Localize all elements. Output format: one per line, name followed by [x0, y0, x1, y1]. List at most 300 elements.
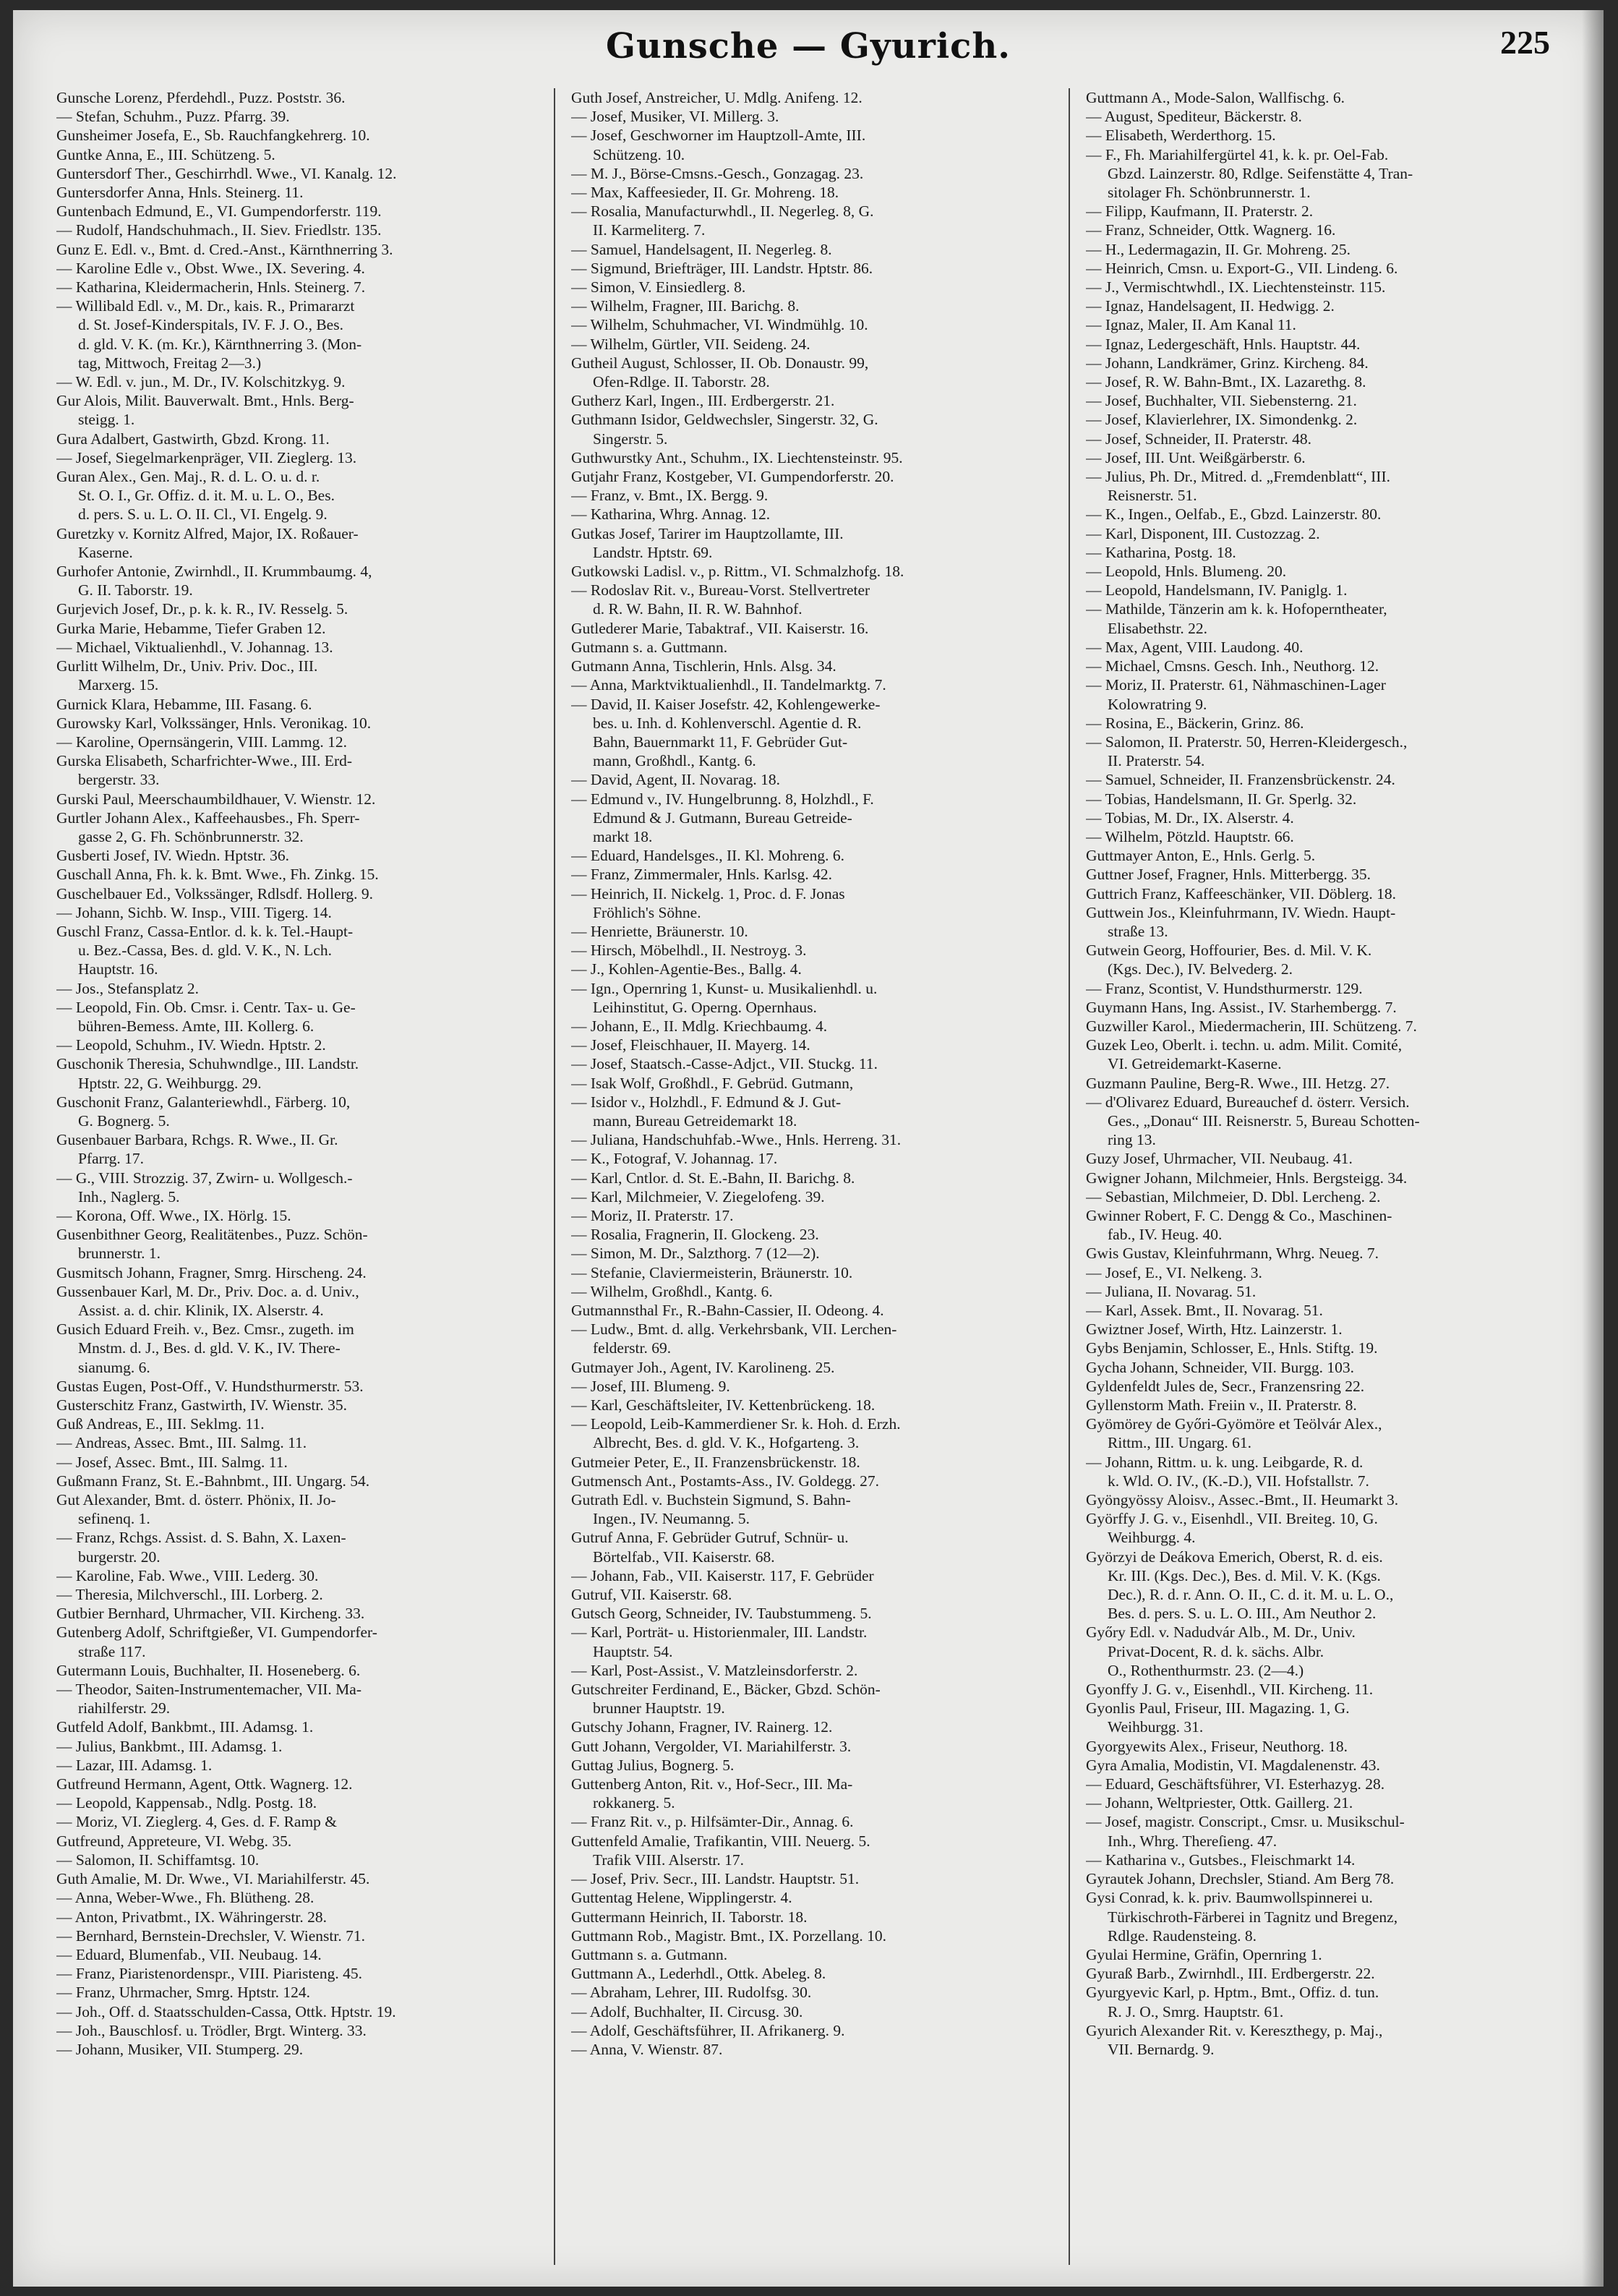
directory-entry-line: rokkanerg. 5. — [593, 1794, 675, 1812]
directory-entry-line: Gyllenstorm Math. Freiin v., II. Praterstr. 8. — [1086, 1396, 1357, 1414]
directory-entry-line: Gutkowski Ladisl. v., p. Rittm., VI. Schmalzhofg. 18. — [571, 563, 904, 581]
directory-columns — [56, 88, 1582, 2265]
directory-entry-line: Gutmayer Joh., Agent, IV. Karolineng. 25. — [571, 1358, 835, 1376]
directory-entry-line: Guschonit Franz, Galanteriewhdl., Färberg. 10, — [56, 1093, 351, 1111]
directory-entry-line: Gyonffy J. G. v., Eisenhdl., VII. Kircheng. 11. — [1086, 1681, 1374, 1699]
directory-entry-line: Guschl Franz, Cassa-Entlor. d. k. k. Tel.-Haupt- — [56, 922, 354, 940]
directory-entry-line: brunnerstr. 1. — [78, 1245, 161, 1263]
directory-entry-line: felderstr. 69. — [593, 1339, 672, 1357]
directory-entry-line: Guttmann A., Mode-Salon, Wallfischg. 6. — [1086, 89, 1345, 106]
directory-entry-line: Gutmeier Peter, E., II. Franzensbrückenstr. 18. — [571, 1453, 860, 1471]
directory-entry-line: Gutjahr Franz, Kostgeber, VI. Gumpendorferstr. 20. — [571, 468, 894, 486]
directory-entry-line: Gutsch Georg, Schneider, IV. Taubstummeng. 5. — [571, 1605, 872, 1623]
directory-entry-line: Mnstm. d. J., Bes. d. gld. V. K., IV. There- — [78, 1339, 341, 1357]
directory-entry-line: Guthmann Isidor, Geldwechsler, Singerstr. 32, G. — [571, 411, 878, 429]
directory-entry-line: Reisnerstr. 51. — [1108, 487, 1197, 505]
directory-entry-line: sitolager Fh. Schönbrunnerstr. 1. — [1108, 184, 1311, 202]
directory-entry-line: Gbzd. Lainzerstr. 80, Rdlge. Seifenstätte 4, Tran- — [1108, 164, 1413, 182]
page-header — [13, 23, 1604, 74]
directory-entry-line: Gunz E. Edl. v., Bmt. d. Cred.-Anst., Kärnthnerring 3. — [56, 240, 393, 258]
directory-entry-line: — Eduard, Blumenfab., VII. Neubaug. 14. — [56, 1945, 322, 1963]
directory-entry-line: Singerstr. 5. — [593, 430, 668, 448]
directory-entry-line: Rittm., III. Ungarg. 61. — [1108, 1434, 1252, 1452]
directory-entry-line: Gusenbithner Georg, Realitätenbes., Puzz. Schön- — [56, 1226, 368, 1244]
directory-entry-line: Gurjevich Josef, Dr., p. k. k. R., IV. Resselg. 5. — [56, 600, 348, 618]
directory-entry-line: — Josef, Staatsch.-Casse-Adjct., VII. Stuckg. 11. — [571, 1055, 878, 1073]
directory-entry-line: — Simon, M. Dr., Salzthorg. 7 (12—2). — [571, 1245, 820, 1263]
directory-entry-line: — Ign., Opernring 1, Kunst- u. Musikalienhdl. u. — [571, 979, 878, 997]
directory-entry-line: gasse 2, G. Fh. Schönbrunnerstr. 32. — [78, 827, 304, 845]
directory-entry-line: — Josef, E., VI. Nelkeng. 3. — [1086, 1263, 1262, 1281]
directory-entry-line: Guttentag Helene, Wipplingerstr. 4. — [571, 1889, 792, 1907]
directory-entry-line: — Filipp, Kaufmann, II. Praterstr. 2. — [1086, 202, 1314, 221]
directory-entry-line: — Katharina, Postg. 18. — [1086, 543, 1236, 561]
directory-entry-line: Börtelfab., VII. Kaiserstr. 68. — [593, 1548, 775, 1566]
directory-entry-line: — Johann, Musiker, VII. Stumperg. 29. — [56, 2040, 304, 2058]
directory-entry-line: Ges., „Donau“ III. Reisnerstr. 5, Bureau Schotten- — [1108, 1111, 1420, 1130]
directory-entry-line: Marxerg. 15. — [78, 676, 159, 694]
directory-entry-line: — Mathilde, Tänzerin am k. k. Hofoperntheater, — [1086, 600, 1387, 618]
directory-entry-line: Gutmann s. a. Guttmann. — [571, 638, 728, 656]
directory-entry-line: riahilferstr. 29. — [78, 1699, 171, 1717]
directory-entry-line: Gutfeld Adolf, Bankbmt., III. Adamsg. 1. — [56, 1718, 314, 1736]
directory-entry-line: Guttrich Franz, Kaffeeschänker, VII. Döblerg. 18. — [1086, 884, 1397, 902]
directory-entry-line: — Edmund v., IV. Hungelbrunng. 8, Holzhdl., F. — [571, 790, 874, 808]
directory-entry-line: II. Praterstr. 54. — [1108, 752, 1205, 770]
directory-entry-line: — Josef, Klavierlehrer, IX. Simondenkg. 2. — [1086, 411, 1358, 429]
directory-entry-line: Landstr. Hptstr. 69. — [593, 543, 713, 561]
directory-entry-line: — Tobias, Handelsmann, II. Gr. Sperlg. 32. — [1086, 790, 1357, 808]
directory-entry-line: k. Wld. O. IV., (K.-D.), VII. Hofstallstr. 7. — [1108, 1472, 1369, 1490]
directory-entry-line: Gycha Johann, Schneider, VII. Burgg. 103. — [1086, 1358, 1354, 1376]
directory-entry-line: Gwigner Johann, Milchmeier, Hnls. Bergsteigg. 34. — [1086, 1169, 1408, 1187]
directory-entry-line: bühren-Bemess. Amte, III. Kollerg. 6. — [78, 1017, 314, 1035]
directory-entry-line: Gutmann Anna, Tischlerin, Hnls. Alsg. 34. — [571, 657, 836, 675]
directory-entry-line: — Max, Agent, VIII. Laudong. 40. — [1086, 638, 1304, 656]
directory-entry-line: — Ignaz, Handelsagent, II. Hedwigg. 2. — [1086, 297, 1335, 315]
directory-entry-line: Guntenbach Edmund, E., VI. Gumpendorferstr. 119. — [56, 202, 382, 221]
directory-entry-line: — Karl, Cntlor. d. St. E.-Bahn, II. Barichg. 8. — [571, 1169, 855, 1187]
directory-entry-line: Györffy J. G. v., Eisenhdl., VII. Breiteg. 10, G. — [1086, 1510, 1378, 1528]
directory-entry-line: — Rosina, E., Bäckerin, Grinz. 86. — [1086, 714, 1304, 732]
directory-entry-line: Guttmann Rob., Magistr. Bmt., IX. Porzellang. 10. — [571, 1926, 886, 1945]
directory-entry-line: VII. Bernardg. 9. — [1108, 2040, 1215, 2058]
directory-entry-line: — Joh., Off. d. Staatsschulden-Cassa, Ottk. Hptstr. 19. — [56, 2002, 396, 2020]
directory-entry-line: — Josef, Musiker, VI. Millerg. 3. — [571, 108, 779, 126]
directory-entry-line: ring 13. — [1108, 1131, 1156, 1149]
directory-entry-line: — Moriz, VI. Zieglerg. 4, Ges. d. F. Ramp & — [56, 1813, 338, 1831]
directory-entry-line: mann, Bureau Getreidemarkt 18. — [593, 1111, 797, 1130]
directory-entry-line: St. O. I., Gr. Offiz. d. it. M. u. L. O., Bes. — [78, 487, 335, 505]
directory-entry-line: — Leopold, Leib-Kammerdiener Sr. k. Hoh. d. Erzh. — [571, 1415, 901, 1433]
directory-entry-line: — Franz, Zimmermaler, Hnls. Karlsg. 42. — [571, 866, 832, 884]
page-number: 225 — [1500, 24, 1550, 61]
directory-entry-line: Gutbier Bernhard, Uhrmacher, VII. Kircheng. 33. — [56, 1605, 365, 1623]
directory-entry-line: — Moriz, II. Praterstr. 61, Nähmaschinen-Lager — [1086, 676, 1386, 694]
directory-entry-line: Gyuraß Barb., Zwirnhdl., III. Erdbergerstr. 22. — [1086, 1965, 1375, 1983]
directory-entry-line: Gutschy Johann, Fragner, IV. Rainerg. 12. — [571, 1718, 833, 1736]
directory-entry-line: Kr. III. (Kgs. Dec.), Bes. d. Mil. V. K. (Kgs. — [1108, 1566, 1381, 1584]
directory-entry-line: Fröhlich's Söhne. — [593, 903, 701, 921]
directory-entry-line: burgerstr. 20. — [78, 1548, 160, 1566]
directory-entry-line: Gyorgyewits Alex., Friseur, Neuthorg. 18. — [1086, 1737, 1348, 1755]
directory-entry-line: Gwis Gustav, Kleinfuhrmann, Whrg. Neueg. 7. — [1086, 1245, 1379, 1263]
directory-entry-line: Gura Adalbert, Gastwirth, Gbzd. Krong. 11. — [56, 430, 330, 448]
directory-entry-line: — Wilhelm, Gürtler, VII. Seideng. 24. — [571, 335, 810, 353]
directory-entry-line: — Salomon, II. Schiffamtsg. 10. — [56, 1851, 260, 1869]
directory-entry-line: tag, Mittwoch, Freitag 2—3.) — [78, 354, 262, 372]
directory-entry-line: — Julius, Bankbmt., III. Adamsg. 1. — [56, 1737, 283, 1755]
directory-entry-line: Albrecht, Bes. d. gld. V. K., Hofgarteng. 3. — [593, 1434, 860, 1452]
directory-entry-line: — Johann, Rittm. u. k. ung. Leibgarde, R. d. — [1086, 1453, 1364, 1471]
directory-entry-line: — Katharina, Kleidermacherin, Hnls. Steinerg. 7. — [56, 278, 366, 296]
directory-entry-line: Gurska Elisabeth, Scharfrichter-Wwe., III. Erd- — [56, 752, 353, 770]
directory-entry-line: steigg. 1. — [78, 411, 135, 429]
directory-entry-line: — Anna, Marktviktualienhdl., II. Tandelmarktg. 7. — [571, 676, 886, 694]
directory-entry-line: — Tobias, M. Dr., IX. Alserstr. 4. — [1086, 808, 1294, 827]
directory-entry-line: — Michael, Viktualienhdl., V. Johannag. 13. — [56, 638, 333, 656]
directory-entry-line: — Leopold, Kappensab., Ndlg. Postg. 18. — [56, 1794, 317, 1812]
directory-entry-line: Gurowsky Karl, Volkssänger, Hnls. Veronikag. 10. — [56, 714, 372, 732]
directory-entry-line: Guretzky v. Kornitz Alfred, Major, IX. Roßauer- — [56, 524, 359, 542]
directory-entry-line: Gurnick Klara, Hebamme, III. Fasang. 6. — [56, 695, 312, 713]
directory-entry-line: — Karl, Disponent, III. Custozzag. 2. — [1086, 524, 1320, 542]
directory-entry-line: straße 117. — [78, 1642, 146, 1660]
directory-entry-line: — G., VIII. Strozzig. 37, Zwirn- u. Wollgesch.- — [56, 1169, 353, 1187]
directory-entry-line: — J., Kohlen-Agentie-Bes., Ballg. 4. — [571, 960, 802, 978]
directory-entry-line: — Anna, V. Wienstr. 87. — [571, 2040, 723, 2058]
directory-entry-line: Gußmann Franz, St. E.-Bahnbmt., III. Ungarg. 54. — [56, 1472, 370, 1490]
directory-entry-line: — Sigmund, Briefträger, III. Landstr. Hptstr. 86. — [571, 259, 873, 277]
directory-entry-line: markt 18. — [593, 827, 653, 845]
directory-entry-line: — Heinrich, Cmsn. u. Export-G., VII. Lindeng. 6. — [1086, 259, 1398, 277]
directory-entry-line: — Moriz, II. Praterstr. 17. — [571, 1206, 734, 1224]
directory-entry-line: Gunsheimer Josefa, E., Sb. Rauchfangkehrerg. 10. — [56, 127, 370, 145]
directory-entry-line: — Rudolf, Handschuhmach., II. Siev. Friedlstr. 135. — [56, 221, 382, 239]
directory-entry-line: fab., IV. Heug. 40. — [1108, 1226, 1223, 1244]
directory-entry-line: — Katharina, Whrg. Annag. 12. — [571, 505, 771, 524]
directory-entry-line: — Sebastian, Milchmeier, D. Dbl. Lercheng. 2. — [1086, 1187, 1381, 1205]
directory-entry-line: Gutt Johann, Vergolder, VI. Mariahilferstr. 3. — [571, 1737, 852, 1755]
directory-entry-line: Guzy Josef, Uhrmacher, VII. Neubaug. 41. — [1086, 1150, 1353, 1168]
directory-entry-line: — Adolf, Buchhalter, II. Circusg. 30. — [571, 2002, 803, 2020]
directory-entry-line: Gutmensch Ant., Postamts-Ass., IV. Goldegg. 27. — [571, 1472, 880, 1490]
directory-entry-line: Trafik VIII. Alserstr. 17. — [593, 1851, 745, 1869]
directory-entry-line: brunner Hauptstr. 19. — [593, 1699, 725, 1717]
directory-entry-line: — Josef, R. W. Bahn-Bmt., IX. Lazarethg. 8. — [1086, 373, 1366, 391]
directory-entry-line: (Kgs. Dec.), IV. Belvederg. 2. — [1108, 960, 1293, 978]
directory-entry-line: — Franz Rit. v., p. Hilfsämter-Dir., Annag. 6. — [571, 1813, 854, 1831]
directory-entry-line: d. St. Josef-Kinderspitals, IV. F. J. O., Bes. — [78, 316, 343, 334]
column-3 — [1086, 88, 1563, 2265]
directory-entry-line: — M. J., Börse-Cmsns.-Gesch., Gonzagag. 23. — [571, 164, 864, 182]
directory-entry-line: d. R. W. Bahn, II. R. W. Bahnhof. — [593, 600, 802, 618]
directory-entry-line: Inh., Whrg. Thereſieng. 47. — [1108, 1832, 1277, 1850]
directory-entry-line: — Leopold, Fin. Ob. Cmsr. i. Centr. Tax- u. Ge- — [56, 998, 356, 1016]
directory-entry-line: — Isak Wolf, Großhdl., F. Gebrüd. Gutmann, — [571, 1074, 854, 1092]
directory-entry-line: Gusich Eduard Freih. v., Bez. Cmsr., zugeth. im — [56, 1320, 354, 1339]
directory-entry-line: — Wilhelm, Fragner, III. Barichg. 8. — [571, 297, 800, 315]
directory-entry-line: — Franz, Uhrmacher, Smrg. Hptstr. 124. — [56, 1984, 311, 2002]
directory-entry-line: — Ignaz, Maler, II. Am Kanal 11. — [1086, 316, 1296, 334]
directory-entry-line: Gutruf Anna, F. Gebrüder Gutruf, Schnür- u. — [571, 1529, 849, 1547]
directory-entry-line: Guthwurstky Ant., Schuhm., IX. Liechtensteinstr. 95. — [571, 448, 903, 466]
directory-entry-line: — Simon, V. Einsiedlerg. 8. — [571, 278, 746, 296]
directory-entry-line: Bes. d. pers. S. u. L. O. III., Am Neuthor 2. — [1108, 1605, 1377, 1623]
directory-entry-line: Gutlederer Marie, Tabaktraf., VII. Kaiserstr. 16. — [571, 619, 869, 637]
directory-entry-line: — Eduard, Handelsges., II. Kl. Mohreng. 6. — [571, 847, 844, 865]
directory-entry-line: d. pers. S. u. L. O. II. Cl., VI. Engelg. 9. — [78, 505, 328, 524]
directory-entry-line: — Ludw., Bmt. d. allg. Verkehrsbank, VII. Lerchen- — [571, 1320, 897, 1339]
directory-entry-line: Weihburgg. 4. — [1108, 1529, 1196, 1547]
directory-entry-line: Guß Andreas, E., III. Seklmg. 11. — [56, 1415, 265, 1433]
directory-entry-line: Gusenbauer Barbara, Rchgs. R. Wwe., II. Gr. — [56, 1131, 338, 1149]
directory-entry-line: Gusmitsch Johann, Fragner, Smrg. Hirscheng. 24. — [56, 1263, 367, 1281]
directory-entry-line: — Leopold, Hnls. Blumeng. 20. — [1086, 563, 1287, 581]
directory-entry-line: — Anna, Weber-Wwe., Fh. Blütheng. 28. — [56, 1889, 314, 1907]
directory-entry-line: — Salomon, II. Praterstr. 50, Herren-Kleidergesch., — [1086, 733, 1408, 751]
directory-entry-line: Gyonlis Paul, Friseur, III. Magazing. 1, G. — [1086, 1699, 1350, 1717]
directory-entry-line: — Katharina v., Gutsbes., Fleischmarkt 14. — [1086, 1851, 1356, 1869]
directory-page — [13, 10, 1604, 2287]
directory-entry-line: Hauptstr. 16. — [78, 960, 158, 978]
directory-entry-line: d. gld. V. K. (m. Kr.), Kärnthnerring 3. (Mon- — [78, 335, 362, 353]
directory-entry-line: — Ignaz, Ledergeschäft, Hnls. Hauptstr. 44. — [1086, 335, 1361, 353]
directory-entry-line: — Samuel, Handelsagent, II. Negerleg. 8. — [571, 240, 832, 258]
directory-entry-line: G. II. Taborstr. 19. — [78, 581, 193, 599]
directory-entry-line: Gutschreiter Ferdinand, E., Bäcker, Gbzd. Schön- — [571, 1681, 881, 1699]
directory-entry-line: — Franz, Piaristenordenspr., VIII. Piaristeng. 45. — [56, 1965, 362, 1983]
directory-entry-line: Leihinstitut, G. Operng. Opernhaus. — [593, 998, 817, 1016]
directory-entry-line: Gyulai Hermine, Gräfin, Opernring 1. — [1086, 1945, 1322, 1963]
directory-entry-line: — Johann, Weltpriester, Ottk. Gaillerg. 21. — [1086, 1794, 1353, 1812]
directory-entry-line: — d'Olivarez Eduard, Bureauchef d. österr. Versich. — [1086, 1093, 1410, 1111]
directory-entry-line: Gusterschitz Franz, Gastwirth, IV. Wienstr. 35. — [56, 1396, 348, 1414]
directory-entry-line: — J., Vermischtwhdl., IX. Liechtensteinstr. 115. — [1086, 278, 1386, 296]
directory-entry-line: Guzek Leo, Oberlt. i. techn. u. adm. Milit. Comité, — [1086, 1036, 1403, 1054]
directory-entry-line: Guttner Josef, Fragner, Hnls. Mitterbergg. 35. — [1086, 866, 1371, 884]
directory-entry-line: — Stefan, Schuhm., Puzz. Pfarrg. 39. — [56, 108, 290, 126]
directory-entry-line: — Josef, Schneider, II. Praterstr. 48. — [1086, 430, 1312, 448]
directory-entry-line: — Andreas, Assec. Bmt., III. Salmg. 11. — [56, 1434, 307, 1452]
page-edge-shadow — [1582, 10, 1604, 2287]
directory-entry-line: Guschall Anna, Fh. k. k. Bmt. Wwe., Fh. Zinkg. 15. — [56, 866, 379, 884]
directory-entry-line: — Karl, Assek. Bmt., II. Novarag. 51. — [1086, 1302, 1323, 1319]
directory-entry-line: — Wilhelm, Schuhmacher, VI. Windmühlg. 10. — [571, 316, 868, 334]
directory-entry-line: — Johann, Sichb. W. Insp., VIII. Tigerg. 14. — [56, 903, 332, 921]
directory-entry-line: — H., Ledermagazin, II. Gr. Mohreng. 25. — [1086, 240, 1351, 258]
directory-entry-line: — K., Ingen., Oelfab., E., Gbzd. Lainzerstr. 80. — [1086, 505, 1382, 524]
directory-entry-line: Gwinner Robert, F. C. Dengg & Co., Maschinen- — [1086, 1206, 1392, 1224]
directory-entry-line: Gur Alois, Milit. Bauverwalt. Bmt., Hnls. Berg- — [56, 392, 354, 410]
directory-entry-line: Gwiztner Josef, Wirth, Htz. Lainzerstr. 1. — [1086, 1320, 1343, 1339]
column-divider — [1069, 88, 1070, 2265]
directory-entry-line: straße 13. — [1108, 922, 1168, 940]
directory-entry-line: Gyrautek Johann, Drechsler, Stiand. Am Berg 78. — [1086, 1870, 1395, 1888]
directory-entry-line: Privat-Docent, R. d. k. sächs. Albr. — [1108, 1642, 1324, 1660]
directory-entry-line: Gyömörey de Győri-Gyömöre et Teölvár Alex., — [1086, 1415, 1382, 1433]
directory-entry-line: Györzyi de Deákova Emerich, Oberst, R. d. eis. — [1086, 1548, 1383, 1566]
directory-entry-line: Gybs Benjamin, Schlosser, E., Hnls. Stiftg. 19. — [1086, 1339, 1378, 1357]
directory-entry-line: Hptstr. 22, G. Weihburgg. 29. — [78, 1074, 262, 1092]
directory-entry-line: Győry Edl. v. Nadudvár Alb., M. Dr., Univ. — [1086, 1623, 1356, 1642]
directory-entry-line: Gyra Amalia, Modistin, VI. Magdalenenstr. 43. — [1086, 1756, 1380, 1774]
directory-entry-line: Guymann Hans, Ing. Assist., IV. Starhembergg. 7. — [1086, 998, 1397, 1016]
directory-entry-line: — Wilhelm, Großhdl., Kantg. 6. — [571, 1282, 773, 1300]
directory-entry-line: — Karl, Post-Assist., V. Matzleinsdorferstr. 2. — [571, 1661, 858, 1679]
directory-entry-line: — Korona, Off. Wwe., IX. Hörlg. 15. — [56, 1206, 291, 1224]
directory-entry-line: Guntersdorf Ther., Geschirrhdl. Wwe., VI. Kanalg. 12. — [56, 164, 397, 182]
directory-entry-line: Ingen., IV. Neumanng. 5. — [593, 1510, 750, 1528]
directory-entry-line: Guttermann Heinrich, II. Taborstr. 18. — [571, 1908, 808, 1926]
directory-entry-line: — Theresia, Milchverschl., III. Lorberg. 2. — [56, 1586, 323, 1604]
directory-entry-line: — Josef, III. Unt. Weißgärberstr. 6. — [1086, 448, 1306, 466]
directory-entry-line: Gurski Paul, Meerschaumbildhauer, V. Wienstr. 12. — [56, 790, 376, 808]
directory-entry-line: Guntke Anna, E., III. Schützeng. 5. — [56, 145, 275, 163]
directory-entry-line: — Josef, Geschworner im Hauptzoll-Amte, III. — [571, 127, 866, 145]
directory-entry-line: — Juliana, II. Novarag. 51. — [1086, 1282, 1257, 1300]
directory-entry-line: Guzwiller Karol., Miedermacherin, III. Schützeng. 7. — [1086, 1017, 1417, 1035]
directory-entry-line: Guth Josef, Anstreicher, U. Mdlg. Anifeng. 12. — [571, 89, 862, 106]
directory-entry-line: Gurtler Johann Alex., Kaffeehausbes., Fh. Sperr- — [56, 808, 360, 827]
directory-entry-line: — Rosalia, Manufacturwhdl., II. Negerleg. 8, G. — [571, 202, 874, 221]
directory-entry-line: — Karl, Porträt- u. Historienmaler, III. Landstr. — [571, 1623, 868, 1642]
directory-entry-line: — Franz, Schneider, Ottk. Wagnerg. 16. — [1086, 221, 1336, 239]
directory-entry-line: bergerstr. 33. — [78, 771, 160, 789]
directory-entry-line: Gusberti Josef, IV. Wiedn. Hptstr. 36. — [56, 847, 290, 865]
directory-entry-line: Schützeng. 10. — [593, 145, 685, 163]
directory-entry-line: — Wilhelm, Pötzld. Hauptstr. 66. — [1086, 827, 1294, 845]
directory-entry-line: Rdlge. Raudensteing. 8. — [1108, 1926, 1257, 1945]
directory-entry-line: — Johann, Fab., VII. Kaiserstr. 117, F. Gebrüder — [571, 1566, 874, 1584]
directory-entry-line: — Adolf, Geschäftsführer, II. Afrikanerg. 9. — [571, 2021, 845, 2039]
column-divider — [554, 88, 555, 2265]
directory-entry-line: Inh., Naglerg. 5. — [78, 1187, 180, 1205]
directory-entry-line: Guttmayer Anton, E., Hnls. Gerlg. 5. — [1086, 847, 1316, 865]
directory-entry-line: Guttenberg Anton, Rit. v., Hof-Secr., III. Ma- — [571, 1775, 853, 1793]
directory-entry-line: bes. u. Inh. d. Kohlenverschl. Agentie d. R. — [593, 714, 862, 732]
directory-entry-line: Gunsche Lorenz, Pferdehdl., Puzz. Poststr. 36. — [56, 89, 346, 106]
directory-entry-line: — Abraham, Lehrer, III. Rudolfsg. 30. — [571, 1984, 812, 2002]
directory-entry-line: — Josef, Siegelmarkenpräger, VII. Zieglerg. 13. — [56, 448, 357, 466]
directory-entry-line: Ofen-Rdlge. II. Taborstr. 28. — [593, 373, 770, 391]
directory-entry-line: — W. Edl. v. jun., M. Dr., IV. Kolschitzkyg. 9. — [56, 373, 346, 391]
directory-entry-line: — Bernhard, Bernstein-Drechsler, V. Wienstr. 71. — [56, 1926, 365, 1945]
directory-entry-line: — Elisabeth, Werderthorg. 15. — [1086, 127, 1276, 145]
directory-entry-line: Gutrath Edl. v. Buchstein Sigmund, S. Bahn- — [571, 1491, 851, 1509]
directory-entry-line: Gussenbauer Karl, M. Dr., Priv. Doc. a. d. Univ., — [56, 1282, 359, 1300]
directory-entry-line: Gysi Conrad, k. k. priv. Baumwollspinnerei u. — [1086, 1889, 1373, 1907]
directory-entry-line: Gutermann Louis, Buchhalter, II. Hoseneberg. 6. — [56, 1661, 361, 1679]
directory-entry-line: sianumg. 6. — [78, 1358, 150, 1376]
directory-entry-line: — Joh., Bauschlosf. u. Trödler, Brgt. Winterg. 33. — [56, 2021, 367, 2039]
directory-entry-line: — Josef, Assec. Bmt., III. Salmg. 11. — [56, 1453, 288, 1471]
directory-entry-line: Guran Alex., Gen. Maj., R. d. L. O. u. d. r. — [56, 468, 320, 486]
directory-entry-line: — Michael, Cmsns. Gesch. Inh., Neuthorg. 12. — [1086, 657, 1379, 675]
directory-entry-line: Guschelbauer Ed., Volkssänger, Rdlsdf. Hollerg. 9. — [56, 884, 374, 902]
directory-entry-line: Gyöngyössy Aloisv., Assec.-Bmt., II. Heumarkt 3. — [1086, 1491, 1399, 1509]
directory-entry-line: — Franz, v. Bmt., IX. Bergg. 9. — [571, 487, 769, 505]
directory-entry-line: G. Bognerg. 5. — [78, 1111, 170, 1130]
directory-entry-line: Gyurgyevic Karl, p. Hptm., Bmt., Offiz. d. tun. — [1086, 1984, 1379, 2002]
directory-entry-line: Elisabethstr. 22. — [1108, 619, 1207, 637]
directory-entry-line: Assist. a. d. chir. Klinik, IX. Alserstr. 4. — [78, 1302, 324, 1319]
directory-entry-line: Kolowratring 9. — [1108, 695, 1207, 713]
directory-entry-line: Guth Amalie, M. Dr. Wwe., VI. Mariahilferstr. 45. — [56, 1870, 370, 1888]
directory-entry-line: Gutheil August, Schlosser, II. Ob. Donaustr. 99, — [571, 354, 869, 372]
directory-entry-line: — Max, Kaffeesieder, II. Gr. Mohreng. 18. — [571, 184, 839, 202]
directory-entry-line: — Karoline Edle v., Obst. Wwe., IX. Severing. 4. — [56, 259, 365, 277]
directory-entry-line: — Stefanie, Claviermeisterin, Bräunerstr. 10. — [571, 1263, 853, 1281]
directory-entry-line: VI. Getreidemarkt-Kaserne. — [1108, 1055, 1282, 1073]
directory-entry-line: Gutkas Josef, Tarirer im Hauptzollamte, III. — [571, 524, 844, 542]
directory-entry-line: — Karoline, Opernsängerin, VIII. Lammg. 12. — [56, 733, 348, 751]
directory-entry-line: — Karl, Geschäftsleiter, IV. Kettenbrückeng. 18. — [571, 1396, 876, 1414]
directory-entry-line: — Karl, Milchmeier, V. Ziegelofeng. 39. — [571, 1187, 825, 1205]
directory-entry-line: Guttag Julius, Bognerg. 5. — [571, 1756, 735, 1774]
directory-entry-line: Gutfreund Hermann, Agent, Ottk. Wagnerg. 12. — [56, 1775, 353, 1793]
directory-entry-line: — Heinrich, II. Nickelg. 1, Proc. d. F. Jonas — [571, 884, 845, 902]
directory-entry-line: Gutenberg Adolf, Schriftgießer, VI. Gumpendorfer- — [56, 1623, 377, 1642]
directory-entry-line: — Rosalia, Fragnerin, II. Glockeng. 23. — [571, 1226, 819, 1244]
directory-entry-line: Guttmann A., Lederhdl., Ottk. Abeleg. 8. — [571, 1965, 826, 1983]
directory-entry-line: — Willibald Edl. v., M. Dr., kais. R., Primararzt — [56, 297, 355, 315]
directory-entry-line: — Franz, Rchgs. Assist. d. S. Bahn, X. Laxen- — [56, 1529, 346, 1547]
directory-entry-line: Gurhofer Antonie, Zwirnhdl., II. Krummbaumg. 4, — [56, 563, 372, 581]
directory-entry-line: — K., Fotograf, V. Johannag. 17. — [571, 1150, 778, 1168]
directory-entry-line: Gutwein Georg, Hoffourier, Bes. d. Mil. V. K. — [1086, 942, 1372, 960]
directory-entry-line: Edmund & J. Gutmann, Bureau Getreide- — [593, 808, 852, 827]
directory-entry-line: Guschonik Theresia, Schuhwndlge., III. Landstr. — [56, 1055, 359, 1073]
running-head: Gunsche — Gyurich. — [605, 26, 1011, 67]
directory-entry-line: — Josef, Priv. Secr., III. Landstr. Hauptstr. 51. — [571, 1870, 860, 1888]
directory-entry-line: sefinenq. 1. — [78, 1510, 150, 1528]
directory-entry-line: — Josef, magistr. Conscript., Cmsr. u. Musikschul- — [1086, 1813, 1405, 1831]
directory-entry-line: Gustas Eugen, Post-Off., V. Hundsthurmerstr. 53. — [56, 1377, 364, 1395]
directory-entry-line: Gut Alexander, Bmt. d. österr. Phönix, II. Jo- — [56, 1491, 336, 1509]
directory-entry-line: — Jos., Stefansplatz 2. — [56, 979, 200, 997]
directory-entry-line: II. Karmeliterg. 7. — [593, 221, 706, 239]
directory-entry-line: Guzmann Pauline, Berg-R. Wwe., III. Hetzg. 27. — [1086, 1074, 1390, 1092]
directory-entry-line: Guttmann s. a. Gutmann. — [571, 1945, 728, 1963]
directory-entry-line: Hauptstr. 54. — [593, 1642, 673, 1660]
directory-entry-line: u. Bez.-Cassa, Bes. d. gld. V. K., N. Lch. — [78, 942, 332, 960]
directory-entry-line: — Josef, Buchhalter, VII. Siebensterng. 21. — [1086, 392, 1357, 410]
directory-entry-line: mann, Großhdl., Kantg. 6. — [593, 752, 756, 770]
directory-entry-line: Guttenfeld Amalie, Trafikantin, VIII. Neuerg. 5. — [571, 1832, 870, 1850]
directory-entry-line: Guttwein Jos., Kleinfuhrmann, IV. Wiedn. Haupt- — [1086, 903, 1396, 921]
directory-entry-line: Kaserne. — [78, 543, 133, 561]
directory-entry-line: — David, II. Kaiser Josefstr. 42, Kohlengewerke- — [571, 695, 881, 713]
directory-entry-line: Gyurich Alexander Rit. v. Kereszthegy, p. Maj., — [1086, 2021, 1383, 2039]
directory-entry-line: — Karoline, Fab. Wwe., VIII. Lederg. 30. — [56, 1566, 319, 1584]
directory-entry-line: — F., Fh. Mariahilfergürtel 41, k. k. pr. Oel-Fab. — [1086, 145, 1389, 163]
directory-entry-line: O., Rothenthurmstr. 23. (2—4.) — [1108, 1661, 1304, 1679]
column-2 — [571, 88, 1048, 2265]
directory-entry-line: Bahn, Bauernmarkt 11, F. Gebrüder Gut- — [593, 733, 848, 751]
directory-entry-line: — Leopold, Handelsmann, IV. Paniglg. 1. — [1086, 581, 1348, 599]
directory-entry-line: — Josef, Fleischhauer, II. Mayerg. 14. — [571, 1036, 810, 1054]
directory-entry-line: — Johann, Landkrämer, Grinz. Kircheng. 84. — [1086, 354, 1369, 372]
directory-entry-line: — Eduard, Geschäftsführer, VI. Esterhazyg. 28. — [1086, 1775, 1385, 1793]
directory-entry-line: Weihburgg. 31. — [1108, 1718, 1204, 1736]
directory-entry-line: Gutruf, VII. Kaiserstr. 68. — [571, 1586, 732, 1604]
directory-entry-line: — David, Agent, II. Novarag. 18. — [571, 771, 780, 789]
directory-entry-line: — Isidor v., Holzhdl., F. Edmund & J. Gut- — [571, 1093, 842, 1111]
directory-entry-line: Gutmannsthal Fr., R.-Bahn-Cassier, II. Odeong. 4. — [571, 1302, 884, 1319]
directory-entry-line: — Franz, Scontist, V. Hundsthurmerstr. 129. — [1086, 979, 1363, 997]
directory-entry-line: — Lazar, III. Adamsg. 1. — [56, 1756, 213, 1774]
